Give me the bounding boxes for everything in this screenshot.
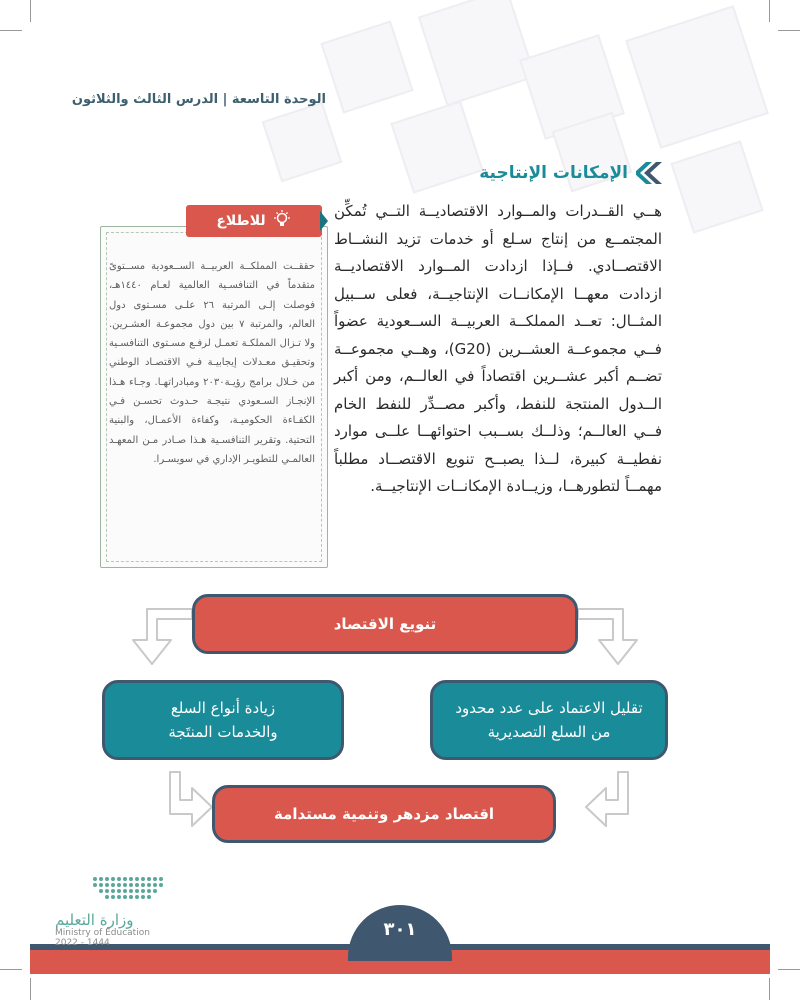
arrow-top-right — [578, 609, 637, 664]
diagram-node-right: تقليل الاعتماد على عدد محدود من السلع التصديرية — [430, 680, 668, 760]
diagram-node-bottom: اقتصاد مزدهر وتنمية مستدامة — [212, 785, 556, 843]
diagram-node-left: زيادة أنواع السلع والخدمات المنتَجة — [102, 680, 344, 760]
ministry-name-arabic: وزارة التعليم — [55, 911, 134, 929]
arrow-bottom-right — [586, 772, 628, 826]
ministry-logo — [55, 875, 175, 948]
section-paragraph: هــي القــدرات والمــوارد الاقتصاديــة التــي تُمكِّن المجتمــع من إنتاج سـلع أو خدمات تزيد النشــاط الاقتصــادي. فــإذا ازدادت المــوارد الاقتصاديــة ازدادت معهــا الإمكانــات الإنتاجيــة، فعلى ســبيل المثــال: تعــد المملكــة العربيــة الســعودية عضواً فــي مجموعــة العشــرين (G20)، وهــي مجموعــة تضــم أكبر عشــرين اقتصاداً في العالــم، ومن أكبر الــدول المنتجة للنفط، وأكبر مصــدِّر للنفط الخام فــي العالــم؛ وذلــك بســبب احتوائهــا علــى موارد نفطيــة كبيرة، لــذا يصبــح تنويع الاقتصــاد مطلباً مهمــاً لتطورهــا، وزيــادة الإمكانــات الإنتاجيــة. — [334, 202, 662, 495]
ministry-name-english: Ministry of Education — [55, 928, 150, 938]
info-box-tag-label: للاطلاع — [216, 213, 266, 229]
section-title: الإمكانات الإنتاجية — [479, 163, 628, 183]
lightbulb-icon — [272, 209, 292, 233]
info-box-tag — [186, 205, 322, 237]
page-number: ٣٠١ — [348, 905, 452, 961]
arrow-top-left — [133, 609, 192, 664]
ministry-dots-icon — [55, 875, 175, 905]
arrow-bottom-left — [170, 772, 212, 826]
info-box-text: حققــت المملكــة العربيــة الســعودية مســتوىً متقدماً في التنافسـية العالمية لعـام ١٤٤٠هـ، فوصلت إلـى المرتبة ٢٦ علـى مسـتوى دول العالم، والمرتبة ٧ بين دول مجموعـة العشـرين. ولا تـزال المملكـة تعمـل لرفـع مسـتوى التنافسـية وتحقيـق معـدلات إيجابيـة فـي الاقتصـاد الوطني من خـلال برامج رؤيـة٢٠٣٠ ومبادراتهـا. وجـاء هـذا الإنجـاز السـعودي نتيجـة حـدوث تحسـن فـي الكفـاءة الحكوميـة، وكفاءة الأعمـال، والبنية التحتية. وتقرير التنافسـية هـذا صـادر مـن المعهـد العالمـي للتطويـر الإداري في سويسـرا. — [109, 261, 316, 465]
edition-year: 2022 - 1444 — [55, 938, 110, 948]
unit-lesson-heading: الوحدة التاسعة | الدرس الثالث والثلاثون — [71, 92, 326, 107]
diagram-node-top: تنويع الاقتصاد — [192, 594, 578, 654]
